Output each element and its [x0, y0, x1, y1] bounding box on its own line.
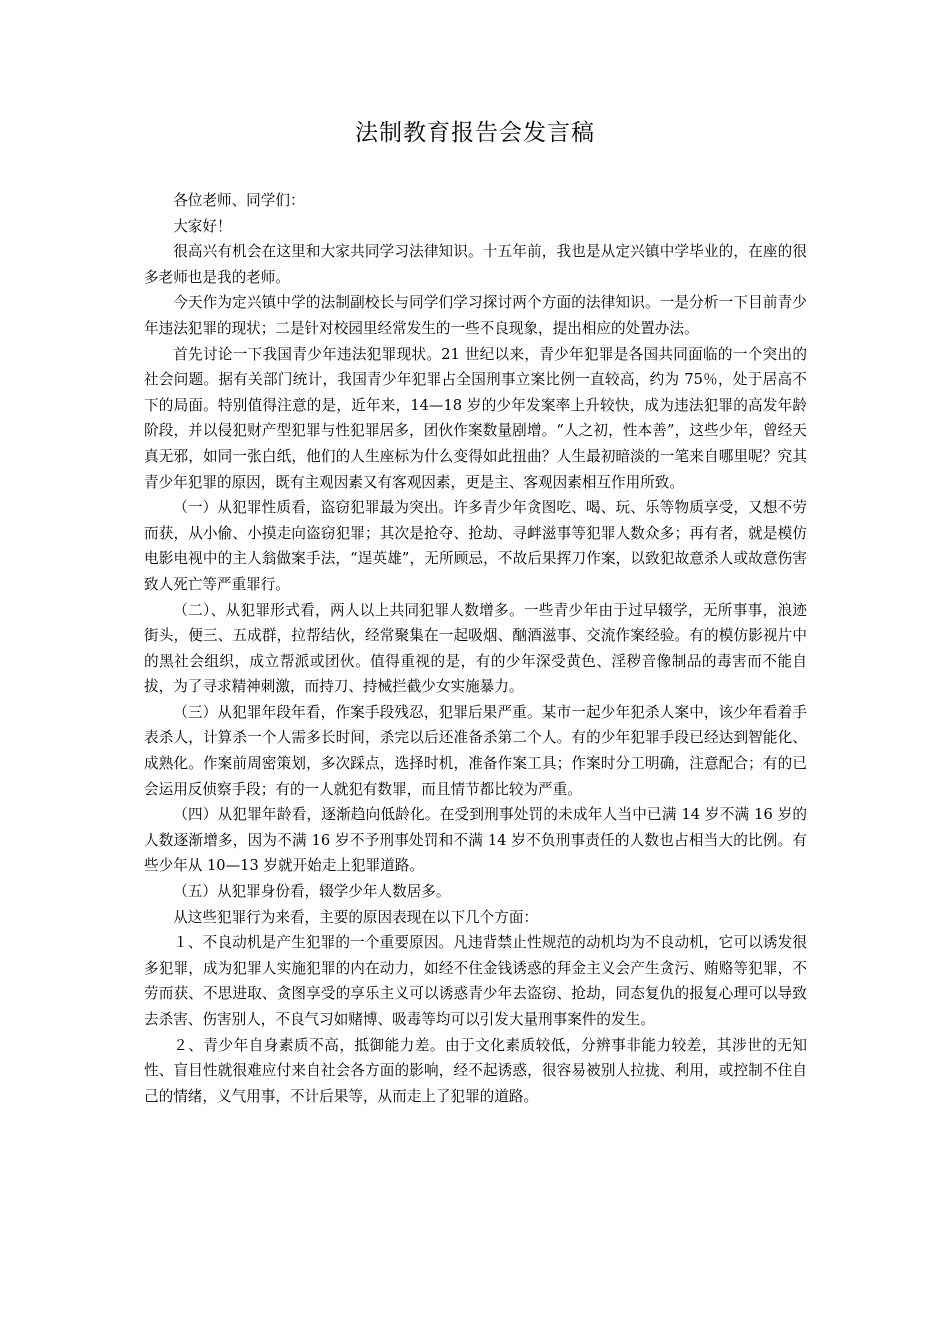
paragraph: １、不良动机是产生犯罪的一个重要原因。凡违背禁止性规范的动机均为不良动机，它可以诱发很多犯罪，成为犯罪人实施犯罪的内在动力，如经不住金钱诱惑的拜金主义会产生贪污、贿赂等犯罪，不劳而获、不思进取、贪图享受的享乐主义可以诱惑青少年去盗窃、抢劫，同态复仇的报复心理可以导致去杀害、伤害别人，不良气习如赌博、吸毒等均可以引发大量刑事案件的发生。 — [144, 934, 807, 1028]
paragraph: 今天作为定兴镇中学的法制副校长与同学们学习探讨两个方面的法律知识。一是分析一下目前青少年违法犯罪的现状；二是针对校园里经常发生的一些不良现象，提出相应的处置办法。 — [144, 294, 807, 337]
document-body — [144, 188, 807, 1109]
paragraph: ２、青少年自身素质不高，抵御能力差。由于文化素质较低，分辨事非能力较差，其涉世的无知性、盲目性就很难应付来自社会各方面的影响，经不起诱惑，很容易被别人拉拢、利用，或控制不住自己的情绪，义气用事，不计后果等，从而走上了犯罪的道路。 — [144, 1036, 807, 1105]
paragraph: （五）从犯罪身份看，辍学少年人数居多。 — [173, 883, 451, 901]
paragraph: 从这些犯罪行为来看，主要的原因表现在以下几个方面： — [173, 908, 539, 926]
paragraph: 首先讨论一下我国青少年违法犯罪现状。21 世纪以来，青少年犯罪是各国共同面临的一个突出的社会问题。据有关部门统计，我国青少年犯罪占全国刑事立案比例一直较高，约为 75％，处于居高不下的局面。特别值得注意的是，近年来，14—18 岁的少年发案率上升较快，成为违法犯罪的高发年龄阶段，并以侵犯财产型犯罪与性犯罪居多，团伙作案数量剧增。“人之初，性本善”，这些少年，曾经天真无邪，如同一张白纸，他们的人生座标为什么变得如此扭曲？人生最初暗淡的一笔来自哪里呢？究其青少年犯罪的原因，既有主观因素又有客观因素，更是主、客观因素相互作用所致。 — [144, 345, 807, 491]
paragraph: （一）从犯罪性质看，盗窃犯罪最为突出。许多青少年贪图吃、喝、玩、乐等物质享受，又想不劳而获，从小偷、小摸走向盗窃犯罪；其次是抢夺、抢劫、寻衅滋事等犯罪人数众多；再有者，就是模仿电影电视中的主人翁做案手法，“逞英雄”，无所顾忌，不故后果挥刀作案，以致犯故意杀人或故意伤害致人死亡等严重罪行。 — [144, 499, 807, 593]
paragraph-salutation: 各位老师、同学们： — [173, 192, 305, 209]
paragraph: （二）、从犯罪形式看，两人以上共同犯罪人数增多。一些青少年由于过早辍学，无所事事，浪迹街头，便三、五成群，拉帮结伙，经常聚集在一起吸烟、酗酒滋事、交流作案经验。有的模仿影视片中的黑社会组织，成立帮派或团伙。值得重视的是，有的少年深受黄色、淫秽音像制品的毒害而不能自拔，为了寻求精神刺激，而持刀、持械拦截少女实施暴力。 — [144, 601, 807, 696]
paragraph: 很高兴有机会在这里和大家共同学习法律知识。十五年前，我也是从定兴镇中学毕业的，在座的很多老师也是我的老师。 — [144, 243, 807, 286]
paragraph-greeting: 大家好！ — [173, 217, 232, 235]
paragraph: （四）从犯罪年龄看，逐渐趋向低龄化。在受到刑事处罚的未成年人当中已满 14 岁不满 16 岁的人数逐渐增多，因为不满 16 岁不予刑事处罚和不满 14 岁不负刑事责任的人数也占相当大的比例。有些少年从 10—13 岁就开始走上犯罪道路。 — [144, 806, 807, 875]
document-title: 法制教育报告会发言稿 — [355, 120, 595, 146]
paragraph: （三）从犯罪年段年看，作案手段残忍，犯罪后果严重。某市一起少年犯杀人案中，该少年看着手表杀人，计算杀一个人需多长时间，杀完以后还准备杀第二个人。有的少年犯罪手段已经达到智能化、成熟化。作案前周密策划，多次踩点，选择时机，准备作案工具；作案时分工明确，注意配合；有的已会运用反侦察手段；有的一人就犯有数罪，而且情节都比较为严重。 — [144, 703, 807, 798]
